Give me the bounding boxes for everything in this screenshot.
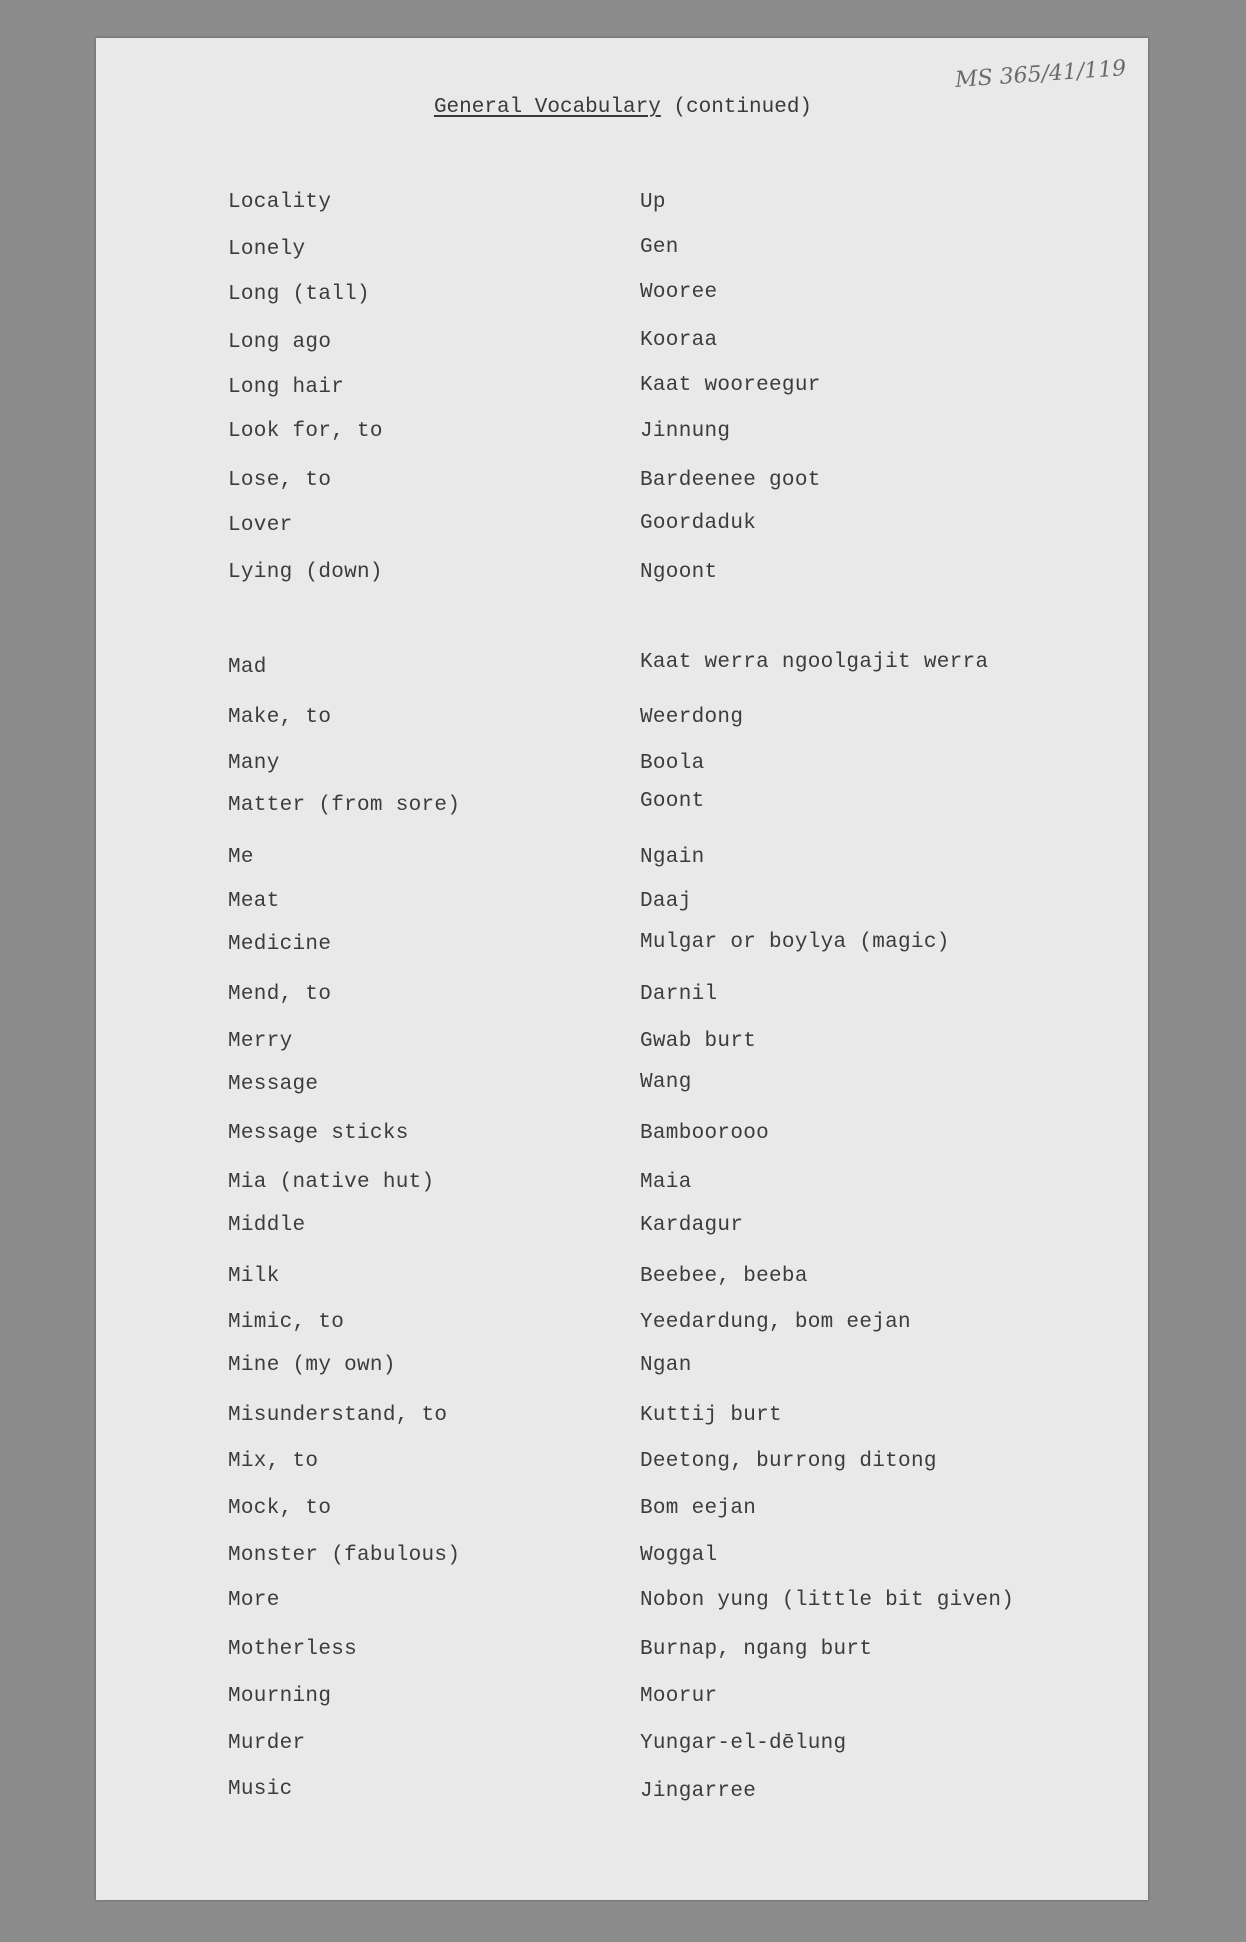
entry-english: Music [228, 1778, 293, 1801]
entry-native: Burnap, ngang burt [640, 1638, 873, 1661]
entry-native: Jingarree [640, 1780, 757, 1803]
entry-native: Up [640, 191, 666, 214]
entry-native: Wang [640, 1071, 692, 1094]
entry-native: Gen [640, 236, 679, 259]
entry-native: Weerdong [640, 706, 744, 729]
entry-native: Kaat wooreegur [640, 374, 821, 397]
entry-english: Monster (fabulous) [228, 1544, 461, 1567]
entry-english: Long (tall) [228, 283, 370, 306]
entry-native: Boola [640, 752, 705, 775]
entry-native: Darnil [640, 983, 718, 1006]
page-title-main: General Vocabulary [433, 96, 661, 119]
entry-english: Murder [228, 1732, 306, 1755]
entry-english: Milk [228, 1265, 280, 1288]
entry-english: Middle [228, 1214, 306, 1237]
entry-english: Mourning [228, 1685, 332, 1708]
entry-english: Matter (from sore) [228, 794, 461, 817]
entry-native: Yeedardung, bom eejan [640, 1311, 911, 1334]
entry-native: Ngoont [640, 561, 718, 584]
entry-native: Moorur [640, 1685, 718, 1708]
entry-english: More [228, 1589, 280, 1612]
entry-native: Mulgar or boylya (magic) [640, 931, 950, 954]
entry-english: Lying (down) [228, 561, 383, 584]
entry-native: Maia [640, 1171, 692, 1194]
entry-english: Message sticks [228, 1122, 409, 1145]
entry-native: Ngain [640, 846, 705, 869]
page-title-suffix: (continued) [660, 96, 813, 119]
entry-english: Merry [228, 1030, 293, 1053]
entry-english: Mix, to [228, 1450, 319, 1473]
entry-english: Motherless [228, 1638, 358, 1661]
entry-english: Mad [228, 656, 267, 679]
entry-native: Daaj [640, 890, 692, 913]
entry-english: Make, to [228, 706, 332, 729]
entry-english: Mine (my own) [228, 1354, 396, 1377]
entry-english: Mimic, to [228, 1311, 345, 1334]
entry-native: Gwab burt [640, 1030, 757, 1053]
entry-native: Deetong, burrong ditong [640, 1450, 937, 1473]
entry-native: Goont [640, 790, 705, 813]
document-page [96, 38, 1148, 1900]
entry-native: Jinnung [640, 420, 731, 443]
entry-english: Many [228, 752, 280, 775]
entry-native: Bardeenee goot [640, 469, 821, 492]
entry-english: Long hair [228, 376, 345, 399]
entry-native: Kuttij burt [640, 1404, 782, 1427]
entry-english: Mock, to [228, 1497, 332, 1520]
entry-english: Mia (native hut) [228, 1171, 435, 1194]
entry-native: Beebee, beeba [640, 1265, 808, 1288]
entry-english: Me [228, 846, 254, 869]
entry-english: Long ago [228, 331, 332, 354]
page-title [0, 96, 1246, 119]
entry-native: Kaat werra ngoolgajit werra [640, 651, 989, 674]
entry-english: Mend, to [228, 983, 332, 1006]
entry-english: Lover [228, 514, 293, 537]
entry-native: Goordaduk [640, 512, 757, 535]
entry-english: Lonely [228, 238, 306, 261]
entry-english: Misunderstand, to [228, 1404, 448, 1427]
entry-english: Medicine [228, 933, 332, 956]
entry-english: Look for, to [228, 420, 383, 443]
entry-english: Lose, to [228, 469, 332, 492]
entry-native: Yungar-el-dēlung [640, 1732, 847, 1755]
entry-native: Wooree [640, 281, 718, 304]
archive-reference: MS 365/41/119 [954, 56, 1128, 93]
entry-native: Bom eejan [640, 1497, 757, 1520]
entry-native: Kooraa [640, 329, 718, 352]
entry-native: Woggal [640, 1544, 718, 1567]
entry-native: Bamboorooo [640, 1122, 770, 1145]
entry-english: Meat [228, 890, 280, 913]
entry-native: Nobon yung (little bit given) [640, 1589, 1015, 1612]
entry-english: Message [228, 1073, 319, 1096]
entry-english: Locality [228, 191, 332, 214]
entry-native: Ngan [640, 1354, 692, 1377]
entry-native: Kardagur [640, 1214, 744, 1237]
